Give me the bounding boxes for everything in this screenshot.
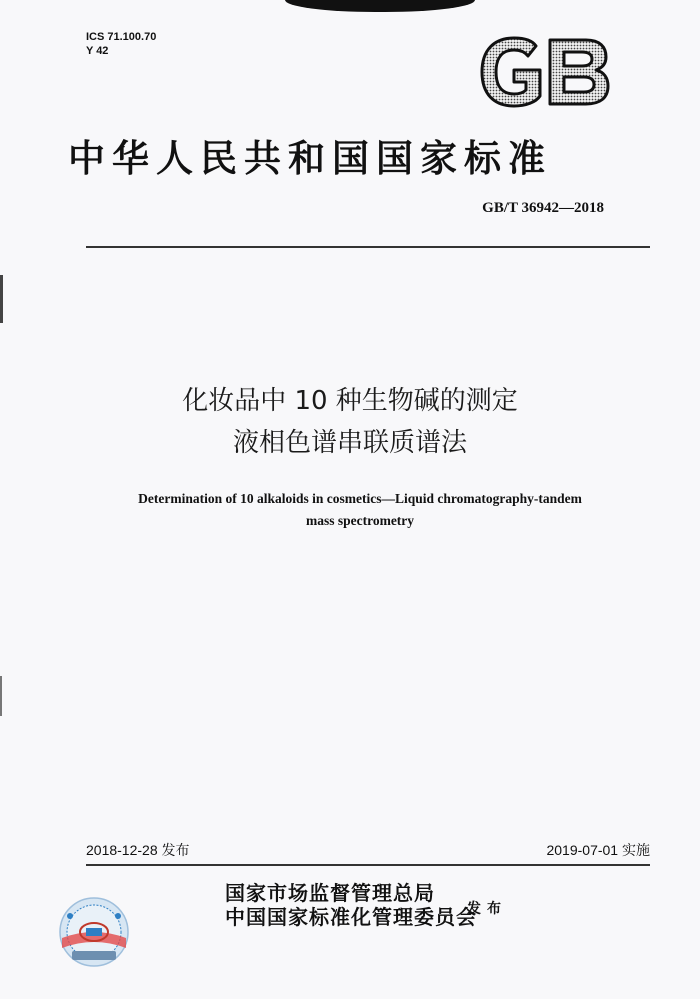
english-title-line-2: mass spectrometry [305,513,415,528]
chinese-title-line-2: 液相色谱串联质谱法 [232,428,467,458]
gb-logo-icon [474,32,614,112]
issuer-line-2: 中国国家标准化管理委员会 [225,905,477,929]
ccs-code: Y 42 [86,45,109,57]
issue-date: 2018-12-28 发布 [86,842,190,858]
anti-counterfeit-seal-icon [58,896,130,968]
issuing-country-title: 中华人民共和国国家标准 [68,136,552,180]
footer-divider [86,864,650,866]
implementation-date: 2019-07-01 实施 [546,842,650,858]
issuing-authorities [225,881,477,929]
ics-code: ICS 71.100.70 [86,31,157,43]
standard-number: GB/T 36942—2018 [482,200,604,216]
scan-edge-mark [0,676,2,716]
issuer-line-1: 国家市场监督管理总局 [225,881,435,905]
english-title [60,488,660,532]
english-title-line-1: Determination of 10 alkaloids in cosmetics—Liquid chromatography-tandem [138,491,582,506]
scan-shadow [285,0,475,12]
chinese-title [0,380,700,464]
scan-edge-mark [0,275,3,323]
header-divider [86,246,650,248]
issue-label: 发布 [467,901,507,917]
classification-codes [86,30,156,58]
chinese-title-line-1: 化妆品中 10 种生物碱的测定 [182,386,518,416]
